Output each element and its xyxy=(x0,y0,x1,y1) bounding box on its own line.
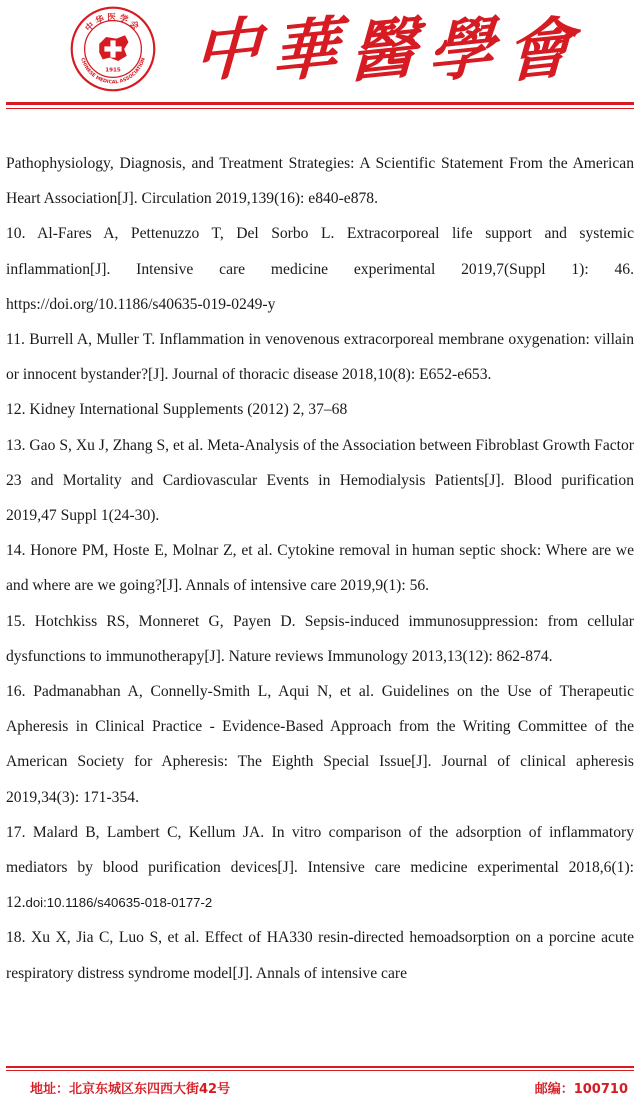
header-rule-thin xyxy=(6,108,634,109)
logo-top-text: 中华医学会 xyxy=(83,12,143,34)
reference-item: 14. Honore PM, Hoste E, Molnar Z, et al. Cytokine removal in human septic shock: Where are we and where are we going?[J]. Annals of intensive care 2019,9(1): 56. xyxy=(6,542,634,595)
logo-bottom-text: CHINESE MEDICAL ASSOCIATION xyxy=(79,57,147,86)
footer xyxy=(0,1074,640,1098)
cma-logo-emblem xyxy=(70,6,156,92)
reference-item: 13. Gao S, Xu J, Zhang S, et al. Meta-Analysis of the Association between Fibroblast Growth Factor 23 and Mortality and Cardiovascular Events in Hemodialysis Patients[J]. Blood purification 2019,47 Suppl 1(24-30). xyxy=(6,436,634,525)
title-char: 會 xyxy=(504,7,574,93)
reference-doi: doi:10.1186/s40635-018-0177-2 xyxy=(25,895,213,911)
org-title xyxy=(188,2,578,98)
reference-item: 11. Burrell A, Muller T. Inflammation in venovenous extracorporeal membrane oxygenation: villain or innocent bystander?[J]. Journal of thoracic disease 2018,10(8): E652-e653. xyxy=(6,331,634,384)
reference-item: Pathophysiology, Diagnosis, and Treatment Strategies: A Scientific Statement From the American Heart Association[J]. Circulation 2019,139(16): e840-e878. xyxy=(6,155,634,208)
reference-item: 12. Kidney International Supplements (2012) 2, 37–68 xyxy=(6,401,348,419)
footer-address: 地址：北京东城区东四西大街42号 xyxy=(30,1082,231,1097)
letterhead xyxy=(0,0,640,110)
reference-item: 18. Xu X, Jia C, Luo S, et al. Effect of HA330 resin-directed hemoadsorption on a porcine acute respiratory distress syndrome model[J]. Annals of intensive care xyxy=(6,929,634,982)
footer-postcode: 邮编：100710 xyxy=(534,1082,628,1097)
title-char: 中 xyxy=(192,7,262,93)
logo-year: 1915 xyxy=(105,67,121,74)
header-rule-thick xyxy=(6,102,634,105)
reference-text: 17. Malard B, Lambert C, Kellum JA. In vitro comparison of the adsorption of inflammatory mediators by blood purification devices[J]. Intensive care medicine experimental 2018,6(1): 12. xyxy=(6,823,634,912)
reference-list xyxy=(6,146,634,1062)
reference-item: 15. Hotchkiss RS, Monneret G, Payen D. Sepsis-induced immunosuppression: from cellular dysfunctions to immunotherapy[J]. Nature reviews Immunology 2013,13(12): 862-874. xyxy=(6,612,634,665)
footer-rule-thick xyxy=(6,1066,634,1068)
footer-rule-thin xyxy=(6,1070,634,1071)
reference-item: 10. Al-Fares A, Pettenuzzo T, Del Sorbo L. Extracorporeal life support and systemic inflammation[J]. Intensive care medicine experimental 2019,7(Suppl 1): 46. https://doi.org/10.1186/s40635-019-0249-y xyxy=(6,225,634,313)
title-char: 華 xyxy=(270,7,340,93)
reference-item xyxy=(6,815,634,921)
title-char: 醫 xyxy=(348,7,418,93)
title-char: 學 xyxy=(426,7,496,93)
cma-logo xyxy=(70,6,156,92)
reference-item: 16. Padmanabhan A, Connelly-Smith L, Aqui N, et al. Guidelines on the Use of Therapeutic Apheresis in Clinical Practice - Evidence-Based Approach from the Writing Committee of the American Society for Apheresis: The Eighth Special Issue[J]. Journal of clinical apheresis 2019,34(3): 171-354. xyxy=(6,683,634,806)
